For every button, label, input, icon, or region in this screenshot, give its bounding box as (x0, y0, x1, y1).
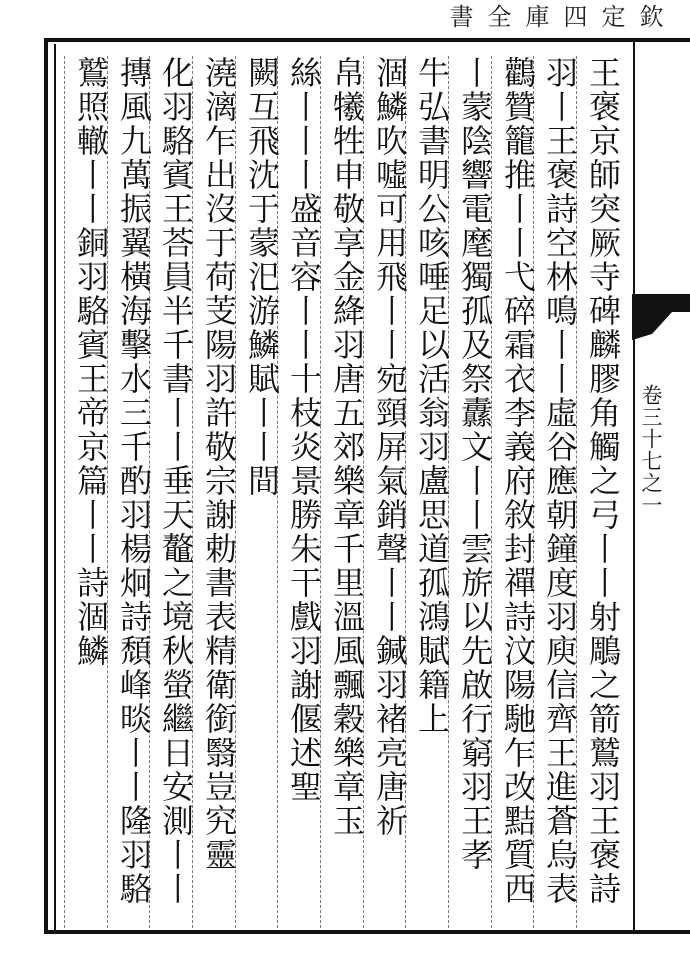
column-text: 澆漓乍出沒于荷芰陽羽許敬宗謝勅書表精衛銜翳豈究靈 (200, 56, 238, 872)
column-text: 摶風九萬振翼橫海擊水三千酌羽楊炯詩頹峰晱丨丨隆羽駱 (115, 56, 153, 906)
column-text: 帛犧牲申敬享金絳羽唐五郊樂章千里溫風飄穀樂章玉 (328, 56, 366, 838)
page-header (445, 0, 690, 38)
column-text: 鷲照轍丨丨銅羽駱賓王帝京篇丨丨詩涸鱗 (72, 56, 110, 668)
column-text: 絲丨丨丨盛音容丨丨十枝炎景勝朱干戲羽謝偃述聖 (285, 56, 323, 804)
fishtail-mark (632, 294, 690, 340)
column-text: 羽丨王褒詩空林鳴丨丨虛谷應朝鐘度羽庾信齊王進蒼烏表 (541, 56, 579, 906)
header-title: 欽定四庫全書 (445, 4, 663, 29)
column-text: 牛弘書明公咳唾足以活翁羽盧思道孤鴻賦籍上 (413, 56, 451, 736)
column-text: 王褒京師突厥寺碑麟膠角觸之弓丨丨射鵰之箭鷲羽王褒詩 (584, 56, 622, 906)
text-column-narrow (56, 56, 64, 928)
column-text: 化羽駱賓王荅員半千書丨丨垂天鼇之境秋螢繼日安測丨丨 (157, 56, 195, 906)
volume-label: 卷三十七之一 (639, 384, 663, 516)
column-text: 丨蒙陰響電麾獨孤及祭纛文丨丨雲旂以先啟行窮羽王孝 (456, 56, 494, 872)
column-text: 鸛贊籠推丨丨弋碎霜衣李義府敘封禪詩汶陽馳乍改黠質西 (499, 56, 537, 906)
text-column (64, 56, 117, 928)
column-text: 涸鱗吹噓可用飛丨丨宛頸屏氣銷聲丨丨鍼羽褚亮唐祈 (371, 56, 409, 838)
column-text: 闕互飛沈于蒙汜游鱗賦丨丨間 (243, 56, 281, 498)
